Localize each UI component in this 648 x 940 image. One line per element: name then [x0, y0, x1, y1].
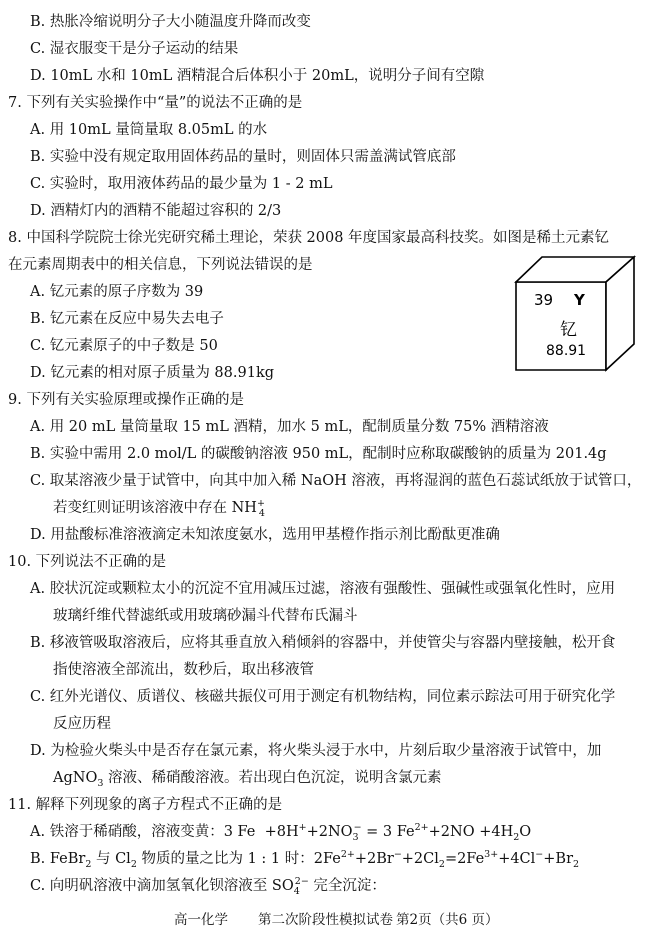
- q11-stem: 11. 解释下列现象的离子方程式不正确的是: [8, 797, 283, 813]
- q6-option-c: C. 湿衣服变干是分子运动的结果: [30, 41, 239, 57]
- q10-option-b-line2: 指使溶液全部流出，数秒后，取出移液管: [53, 662, 314, 678]
- q8-option-c: C. 钇元素原子的中子数是 50: [30, 338, 218, 354]
- atomic-mass: 88.91: [546, 343, 587, 359]
- q10-stem: 10. 下列说法不正确的是: [8, 554, 167, 570]
- q11-option-a: A. 铁溶于稀硝酸，溶液变黄：3 $Fe +8H^++2NO_3^- = 3$ $Fe^{2+}+2NO +4H_2O$: [30, 822, 532, 843]
- footer-exam-name: 第二次阶段性模拟试卷: [258, 912, 393, 928]
- q11-option-b: B. FeBr$_2$ 与 $Cl_2$ 物质的量之比为 1 : 1 时：$2Fe^{2+}+2Br^-+2Cl_2=2Fe^{3+}+4Cl^-+Br_2$: [30, 849, 580, 870]
- q7-option-d: D. 酒精灯内的酒精不能超过容积的 2/3: [30, 203, 282, 219]
- q10-option-a-line2: 玻璃纤维代替滤纸或用玻璃砂漏斗代替布氏漏斗: [53, 608, 358, 624]
- q7-option-c: C. 实验时，取用液体药品的最少量为 1 - 2 mL: [30, 176, 333, 192]
- q10-option-d-line1: D. 为检验火柴头中是否存在氯元素，将火柴头浸于水中，片刻后取少量溶液于试管中，加: [30, 743, 602, 759]
- q8-stem-line2: 在元素周期表中的相关信息，下列说法错误的是: [8, 257, 313, 273]
- footer-subject: 高一化学: [174, 912, 228, 928]
- element-symbol: Y: [574, 291, 585, 309]
- q9-option-c-line1: C. 取某溶液少量于试管中，向其中加入稀 NaOH 溶液，再将湿润的蓝色石蕊试纸放于试管口，: [30, 473, 642, 489]
- q7-option-a: A. 用 10mL 量筒量取 8.05mL 的水: [30, 122, 268, 138]
- q9-stem: 9. 下列有关实验原理或操作正确的是: [8, 392, 244, 408]
- q11-option-c: C. 向明矾溶液中滴加氢氧化钡溶液至 $SO_4^{2-}$ 完全沉淀：: [30, 876, 386, 897]
- q10-option-d-line2: AgNO$_3$ 溶液、稀硝酸溶液。若出现白色沉淀，说明含氯元素: [53, 770, 442, 789]
- q10-option-a-line1: A. 胶状沉淀或颗粒太小的沉淀不宜用减压过滤，溶液有强酸性、强碱性或强氧化性时，应用: [30, 581, 616, 597]
- yttrium-element-cube: [514, 255, 638, 372]
- q9-option-d: D. 用盐酸标准溶液滴定未知浓度氨水，选用甲基橙作指示剂比酚酞更准确: [30, 527, 500, 543]
- q6-option-d: D. 10mL 水和 10mL 酒精混合后体积小于 20mL，说明分子间有空隙: [30, 68, 485, 84]
- q8-option-d: D. 钇元素的相对原子质量为 88.91kg: [30, 365, 275, 381]
- q10-option-b-line1: B. 移液管吸取溶液后，应将其垂直放入稍倾斜的容器中，并使管尖与容器内壁接触，松开食: [30, 635, 616, 651]
- element-name: 钇: [560, 320, 577, 340]
- footer-page-number: 第2页（共6 页）: [396, 912, 499, 928]
- q7-stem: 7. 下列有关实验操作中“量”的说法不正确的是: [8, 95, 303, 111]
- atomic-number: 39: [534, 291, 554, 309]
- q9-option-c-line2: 若变红则证明该溶液中存在 $NH^+_4$: [53, 498, 265, 519]
- q9-option-b: B. 实验中需用 2.0 mol/L 的碳酸钠溶液 950 mL，配制时应称取碳酸钠的质量为 201.4g: [30, 446, 607, 462]
- q8-option-a: A. 钇元素的原子序数为 39: [30, 284, 204, 300]
- q8-option-b: B. 钇元素在反应中易失去电子: [30, 311, 224, 327]
- q10-option-c-line1: C. 红外光谱仪、质谱仪、核磁共振仪可用于测定有机物结构，同位素示踪法可用于研究化学: [30, 689, 616, 705]
- q10-option-c-line2: 反应历程: [53, 716, 111, 732]
- q7-option-b: B. 实验中没有规定取用固体药品的量时，则固体只需盖满试管底部: [30, 149, 456, 165]
- q6-option-b: B. 热胀冷缩说明分子大小随温度升降而改变: [30, 14, 311, 30]
- q9-option-a: A. 用 20 mL 量筒量取 15 mL 酒精，加水 5 mL，配制质量分数 75% 酒精溶液: [30, 419, 549, 435]
- q8-stem-line1: 8. 中国科学院院士徐光宪研究稀土理论，荣获 2008 年度国家最高科技奖。如图是稀土元素钇: [8, 230, 610, 246]
